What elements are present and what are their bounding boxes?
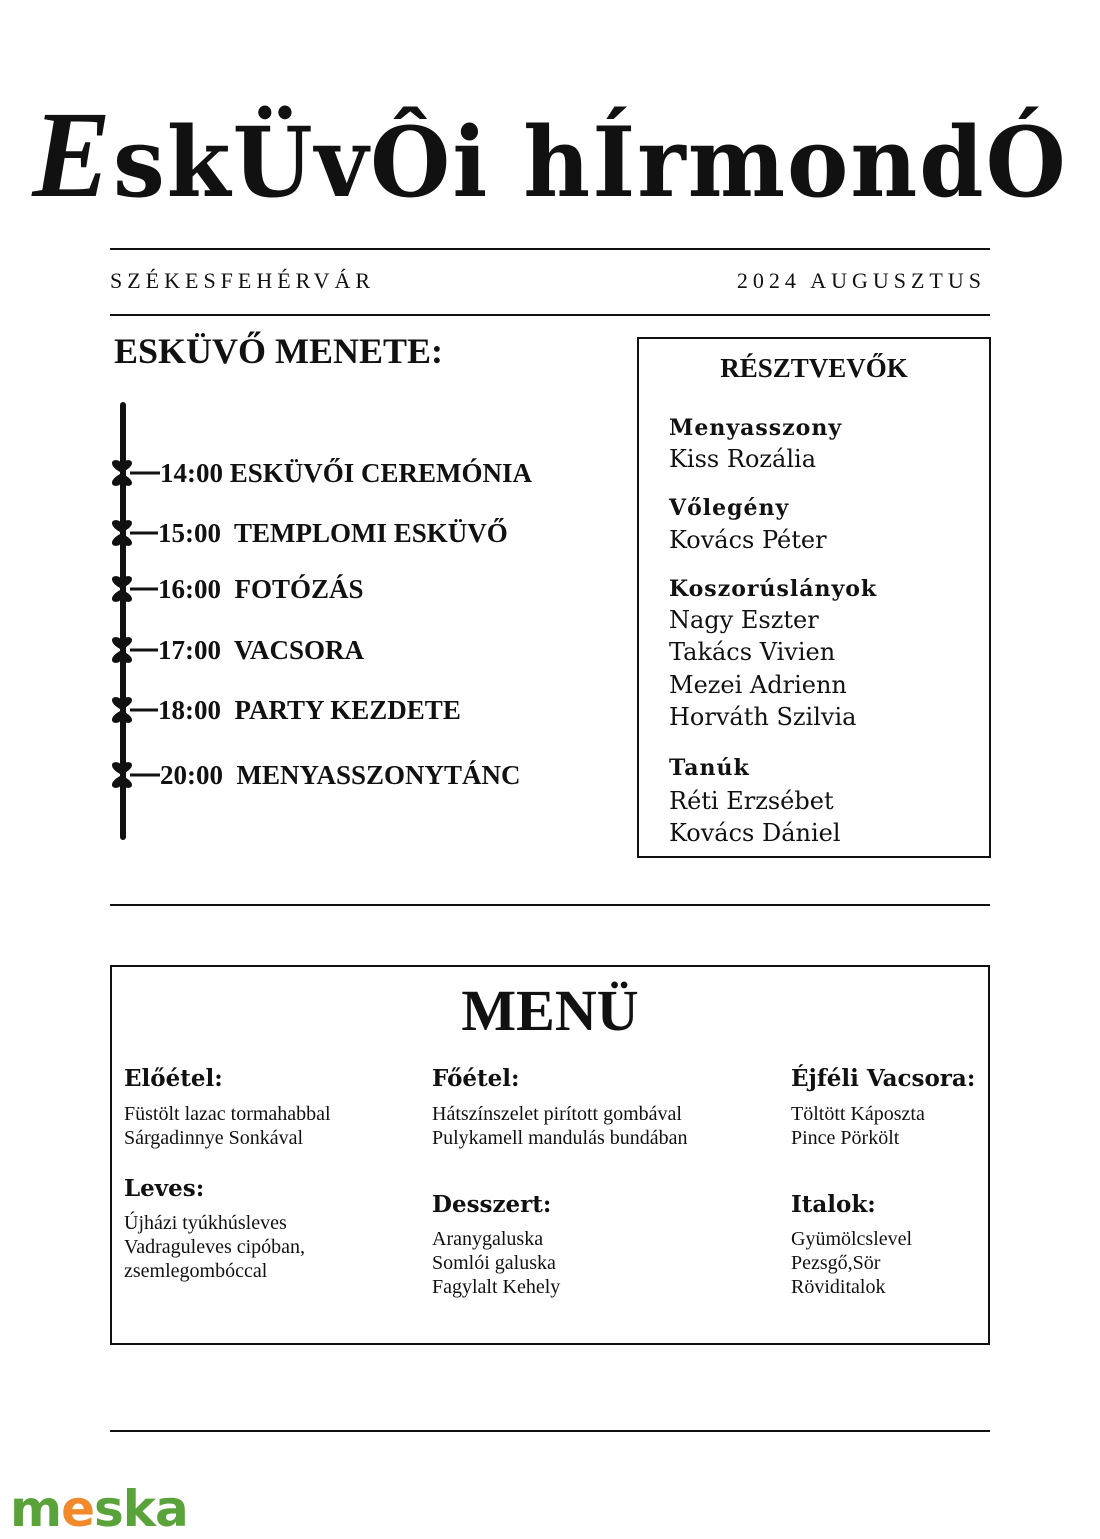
menu-title: MENÜ [461,978,639,1043]
role-label: Koszorúslányok [669,576,878,602]
role-label: Menyasszony [669,415,843,441]
title-initial: E [32,85,113,224]
dish-item: Somlói galuska [432,1252,556,1274]
timeline-event [108,692,461,728]
heart-marker-icon [108,458,160,488]
course-heading: Előétel: [124,1065,223,1092]
person-name: Kovács Péter [669,526,827,554]
dish-item: zsemlegombóccal [124,1260,268,1282]
schedule-heading: ESKÜVŐ MENETE: [114,331,444,371]
timeline-event [108,571,364,607]
heart-marker-icon [108,760,160,790]
second-rule [110,314,990,316]
participants-box [637,337,991,858]
person-name: Horváth Szilvia [669,703,857,731]
timeline-event [108,757,521,793]
dish-item: Sárgadinnye Sonkával [124,1127,304,1149]
dish-item: Füstölt lazac tormahabbal [124,1103,331,1125]
course-heading: Leves: [124,1175,205,1202]
menu-box [110,965,990,1345]
dish-item: Hátszínszelet pirított gombával [432,1103,682,1125]
event-label: 15:00 TEMPLOMI ESKÜVŐ [158,517,508,548]
dish-item: Pulykamell mandulás bundában [432,1127,688,1149]
course-heading: Főétel: [432,1065,520,1092]
role-label: Vőlegény [669,495,790,521]
dish-item: Pezsgő,Sör [791,1252,881,1274]
dish-item: Vadraguleves cipóban, [124,1236,306,1258]
participants-heading: RÉSZTVEVŐK [720,353,908,383]
dish-item: Újházi tyúkhúsleves [124,1212,287,1234]
heart-marker-icon [108,695,158,725]
role-label: Tanúk [669,755,750,781]
logo-part-ska: ska [94,1480,188,1538]
event-label: 16:00 FOTÓZÁS [158,573,364,604]
bottom-rule [110,1430,990,1432]
person-name: Kiss Rozália [669,445,816,473]
event-label: 18:00 PARTY KEZDETE [158,694,461,725]
heart-marker-icon [108,574,158,604]
course-heading: Éjféli Vacsora: [791,1065,976,1092]
person-name: Nagy Eszter [669,606,819,634]
top-rule [110,248,990,250]
person-name: Takács Vivien [669,638,836,666]
heart-marker-icon [108,518,158,548]
event-label: 17:00 VACSORA [158,634,365,665]
dish-item: Aranygaluska [432,1228,544,1250]
course-heading: Desszert: [432,1191,552,1218]
person-name: Kovács Dániel [669,819,841,847]
heart-marker-icon [108,635,158,665]
dish-item: Pince Pörkölt [791,1127,900,1149]
event-label: 14:00 ESKÜVŐI CEREMÓNIA [160,457,533,488]
timeline-event [108,455,532,491]
middle-rule [110,904,990,906]
date-label: 2024 AUGUSZTUS [736,268,986,293]
meska-logo [10,1480,188,1538]
newsletter-title [0,85,1100,224]
dish-item: Röviditalok [791,1276,886,1298]
dish-item: Töltött Káposzta [791,1103,925,1125]
timeline-event [108,515,508,551]
person-name: Réti Erzsébet [669,787,834,815]
logo-part-m: m [10,1480,62,1538]
dish-item: Fagylalt Kehely [432,1276,561,1298]
location-label: SZÉKESFEHÉRVÁR [110,268,376,293]
event-label: 20:00 MENYASSZONYTÁNC [160,759,521,790]
title-rest: skÜvÔi hÍrmondÓ [112,105,1068,219]
course-heading: Italok: [791,1191,876,1218]
timeline-event [108,632,364,668]
dish-item: Gyümölcslevel [791,1228,913,1250]
logo-part-e: e [61,1480,95,1538]
person-name: Mezei Adrienn [669,671,847,699]
